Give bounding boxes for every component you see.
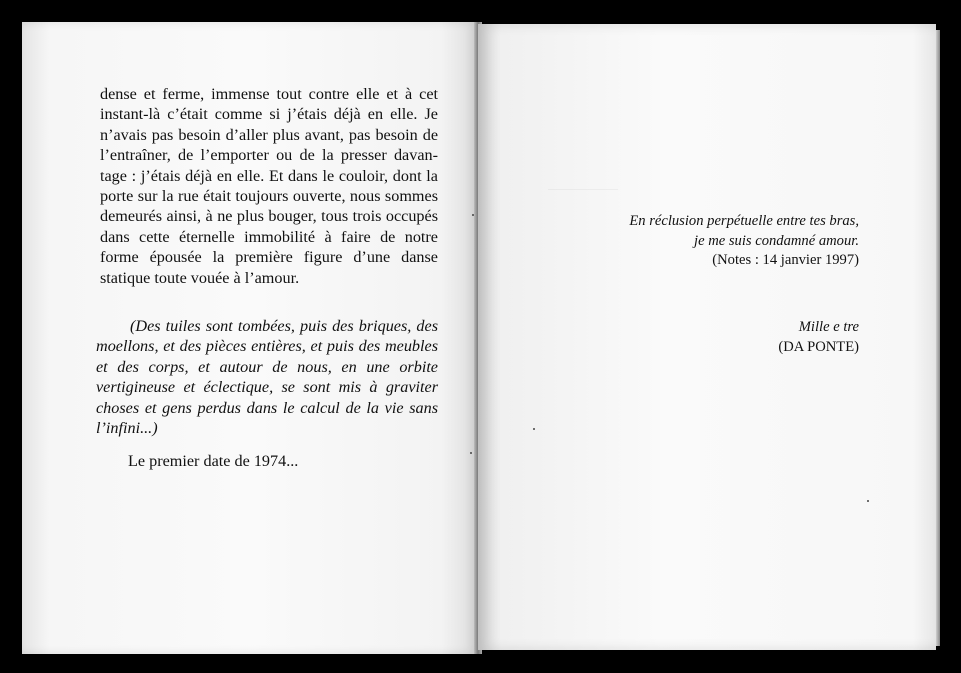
body-line: tage : j’étais déjà en elle. Et dans le couloir, dont la bbox=[100, 166, 438, 185]
attribution-title: Mille e tre bbox=[798, 319, 859, 335]
italic-quote bbox=[96, 316, 438, 438]
body-line: dense et ferme, immense tout contre elle et à cet bbox=[100, 85, 438, 103]
dust-speck bbox=[533, 428, 535, 430]
quote-line: l’infini...) bbox=[96, 419, 158, 438]
quote-line: choses et gens perdus dans le calcul de la vie sans bbox=[96, 398, 438, 417]
dust-speck bbox=[867, 500, 869, 502]
quote-line: (Des tuiles sont tombées, puis des briques, des bbox=[130, 317, 438, 335]
dust-speck bbox=[470, 452, 472, 454]
body-line: porte sur la rue était toujours ouverte, nous sommes bbox=[100, 187, 438, 206]
epigraph bbox=[559, 212, 859, 271]
epigraph-attribution bbox=[659, 318, 859, 357]
body-line: demeurés ainsi, à ne plus bouger, tous trois occupés bbox=[100, 207, 438, 226]
body-line: forme épousée la première figure d’une danse bbox=[100, 248, 438, 267]
body-line: l’entraîner, de l’emporter ou de la presser davan- bbox=[100, 146, 438, 165]
quote-line: et des corps, et autour de nous, en une orbite bbox=[96, 357, 438, 376]
quote-line: vertigineuse et éclectique, se sont mis à graviter bbox=[96, 378, 438, 397]
date-line: Le premier date de 1974... bbox=[128, 452, 299, 470]
page-edge bbox=[936, 30, 940, 646]
body-line: instant-là c’était comme si j’étais déjà en elle. Je bbox=[100, 105, 438, 124]
attribution-author: (DA PONTE) bbox=[778, 338, 859, 355]
body-line: dans cette éternelle immobilité à faire de notre bbox=[100, 227, 438, 246]
epigraph-line: je me suis condamné amour. bbox=[694, 232, 859, 249]
body-line: statique toute vouée à l’amour. bbox=[100, 268, 300, 287]
show-through-column bbox=[548, 170, 628, 190]
body-line: n’avais pas besoin d’aller plus avant, pas besoin de bbox=[100, 125, 438, 144]
quote-line: moellons, et des pièces entières, et puis des meubles bbox=[96, 337, 438, 356]
epigraph-line: En réclusion perpétuelle entre tes bras, bbox=[629, 213, 859, 229]
epigraph-source: (Notes : 14 janvier 1997) bbox=[712, 252, 859, 268]
dust-speck bbox=[472, 214, 474, 216]
left-body-paragraph bbox=[100, 84, 438, 288]
